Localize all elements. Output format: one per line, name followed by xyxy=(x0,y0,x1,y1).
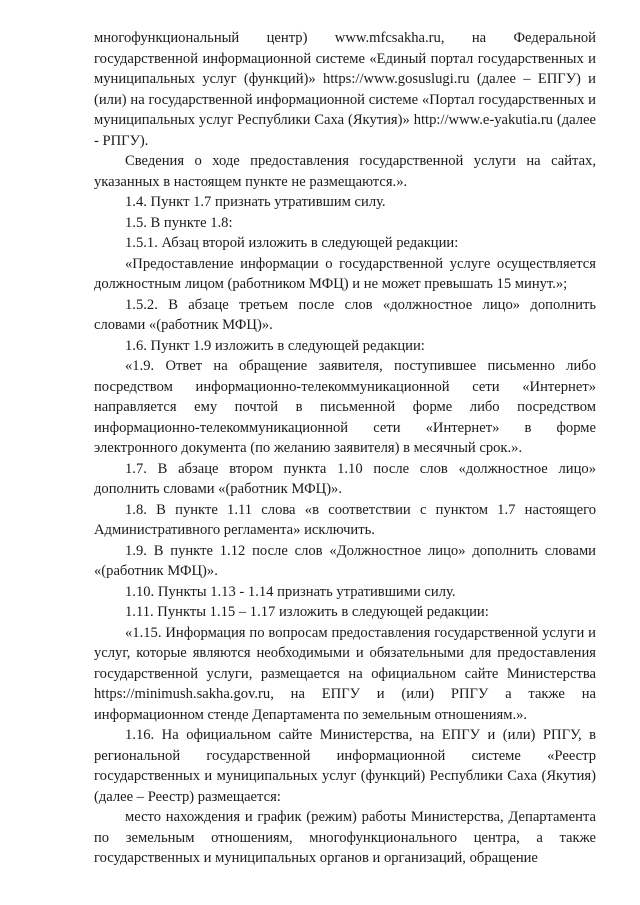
paragraph-1-11: 1.11. Пункты 1.15 – 1.17 изложить в следующей редакции: xyxy=(125,604,489,620)
paragraph-1-8: 1.8. В пункте 1.11 слова «в соответствии с пунктом 1.7 настоящего Административного регламента» исключить. xyxy=(94,501,596,538)
paragraph-quote-1-9: «1.9. Ответ на обращение заявителя, поступившее письменно либо посредством информационно-телекоммуникационной сети «Интернет» направляется ему почтой в письменной форме либо посредством информационно-телекоммуникационной сети «Интернет» в форме электронного документа (по желанию заявителя) в месячный срок.». xyxy=(94,358,596,456)
paragraph-1-10: 1.10. Пункты 1.13 - 1.14 признать утратившими силу. xyxy=(125,583,456,600)
paragraph-continuation: многофункциональный центр) www.mfcsakha.ru, на Федеральной государственной информационной системе «Единый портал государственных и муниципальных услуг (функций)» https://www.gosuslugi.ru (далее – ЕПГУ) и (или) на государственной информационной системе «Портал государственных и муниципальных услуг Республики Саха (Якутия)» http://www.e-yakutia.ru (далее - РПГУ). xyxy=(94,30,596,149)
paragraph-1-9: 1.9. В пункте 1.12 после слов «Должностное лицо» дополнить словами «(работник МФЦ)». xyxy=(94,542,596,579)
paragraph-1-6: 1.6. Пункт 1.9 изложить в следующей редакции: xyxy=(125,337,425,354)
paragraph-1-7: 1.7. В абзаце втором пункта 1.10 после слов «должностное лицо» дополнить словами «(работник МФЦ)». xyxy=(94,460,596,497)
paragraph-location: место нахождения и график (режим) работы Министерства, Департамента по земельным отношениям, многофункционального центра, а также государственных и муниципальных органов и организаций, обращение xyxy=(94,809,596,866)
paragraph-status-info: Сведения о ходе предоставления государственной услуги на сайтах, указанных в настоящем пункте не размещаются.». xyxy=(94,153,596,190)
paragraph-1-5: 1.5. В пункте 1.8: xyxy=(125,214,233,231)
paragraph-1-5-2: 1.5.2. В абзаце третьем после слов «должностное лицо» дополнить словами «(работник МФЦ)». xyxy=(94,296,596,333)
paragraph-1-4: 1.4. Пункт 1.7 признать утратившим силу. xyxy=(125,194,386,210)
paragraph-1-16: 1.16. На официальном сайте Министерства, на ЕПГУ и (или) РПГУ, в региональной государственной информационной системе «Реестр государственных и муниципальных услуг (функций) Республики Саха (Якутия) (далее – Реестр) размещается: xyxy=(94,727,596,805)
paragraph-quote-1-15: «1.15. Информация по вопросам предоставления государственной услуги и услуг, которые являются необходимыми и обязательными для предоставления государственной услуги, размещается на официальном сайте Министерства https://minimush.sakha.gov.ru, на ЕПГУ и (или) РПГУ а также на информационном стенде Департамента по земельным отношениям.». xyxy=(94,624,596,723)
paragraph-1-5-1: 1.5.1. Абзац второй изложить в следующей редакции: xyxy=(125,235,459,251)
paragraph-quote-information: «Предоставление информации о государственной услуге осуществляется должностным лицом (работником МФЦ) и не может превышать 15 минут.»; xyxy=(94,255,596,292)
